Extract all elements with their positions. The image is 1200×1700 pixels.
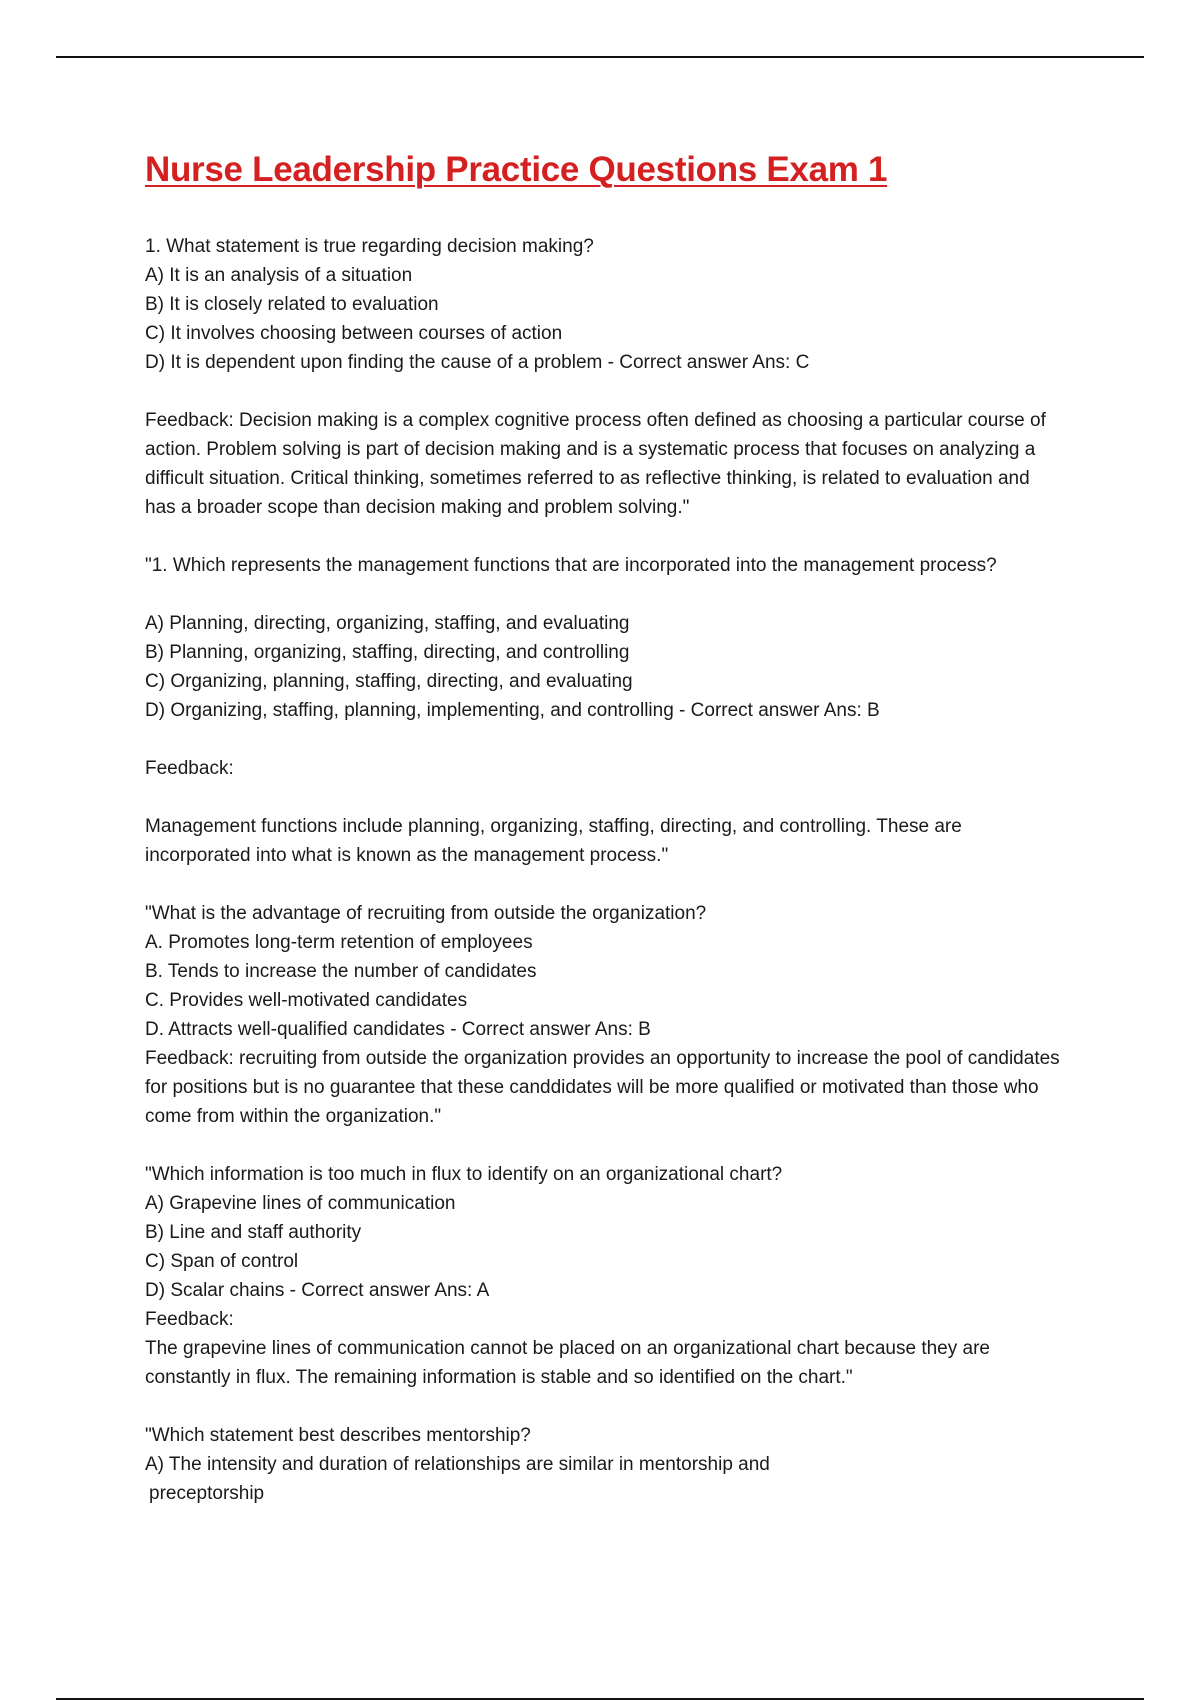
feedback: The grapevine lines of communication cannot be placed on an organizational chart because they are constantly in flux. The remaining information is stable and so identified on the chart." <box>145 1338 990 1388</box>
question-1 <box>145 232 1065 377</box>
option-d: D) Scalar chains - Correct answer Ans: A <box>145 1280 490 1301</box>
option-a: A) Grapevine lines of communication <box>145 1193 456 1214</box>
option-b: B) Line and staff authority <box>145 1222 362 1243</box>
question-4 <box>145 1160 1065 1392</box>
question-stem: "Which statement best describes mentorship? <box>145 1425 531 1446</box>
option-d: D. Attracts well-qualified candidates - Correct answer Ans: B <box>145 1019 651 1040</box>
question-stem: "Which information is too much in flux to identify on an organizational chart? <box>145 1164 783 1185</box>
option-c: C. Provides well-motivated candidates <box>145 990 468 1011</box>
question-2-options <box>145 609 1065 725</box>
option-b: B. Tends to increase the number of candidates <box>145 961 537 982</box>
question-stem: "1. Which represents the management functions that are incorporated into the management process? <box>145 555 997 576</box>
feedback: Feedback: recruiting from outside the organization provides an opportunity to increase the pool of candidates for positions but is no guarantee that these canddidates will be more qualified or motivated than those who come from within the organization." <box>145 1048 1060 1127</box>
option-c: C) It involves choosing between courses of action <box>145 323 563 344</box>
document-title: Nurse Leadership Practice Questions Exam 1 <box>145 150 888 189</box>
feedback: Feedback: Decision making is a complex cognitive process often defined as choosing a particular course of action. Problem solving is part of decision making and is a systematic process that focuses on analyzing a difficult situation. Critical thinking, sometimes referred to as reflective thinking, is related to evaluation and has a broader scope than decision making and problem solving." <box>145 410 1046 518</box>
feedback: Management functions include planning, organizing, staffing, directing, and controlling. These are incorporated into what is known as the management process." <box>145 816 962 866</box>
question-3 <box>145 899 1065 1131</box>
option-d: D) Organizing, staffing, planning, implementing, and controlling - Correct answer Ans: B <box>145 700 880 721</box>
option-d: D) It is dependent upon finding the cause of a problem - Correct answer Ans: C <box>145 352 810 373</box>
option-a-continued: preceptorship <box>149 1483 265 1504</box>
option-b: B) It is closely related to evaluation <box>145 294 439 315</box>
document-body <box>145 146 1065 1537</box>
option-a: A) Planning, directing, organizing, staffing, and evaluating <box>145 613 630 634</box>
header-rule <box>56 56 1144 58</box>
option-b: B) Planning, organizing, staffing, directing, and controlling <box>145 642 630 663</box>
option-a: A. Promotes long-term retention of employees <box>145 932 533 953</box>
option-c: C) Organizing, planning, staffing, directing, and evaluating <box>145 671 633 692</box>
question-stem: 1. What statement is true regarding decision making? <box>145 236 594 257</box>
feedback-label: Feedback: <box>145 1309 234 1330</box>
option-a: A) The intensity and duration of relationships are similar in mentorship and <box>145 1454 770 1475</box>
question-5 <box>145 1421 1065 1508</box>
question-stem: "What is the advantage of recruiting from outside the organization? <box>145 903 707 924</box>
option-c: C) Span of control <box>145 1251 299 1272</box>
option-a: A) It is an analysis of a situation <box>145 265 413 286</box>
feedback-label: Feedback: <box>145 758 234 779</box>
